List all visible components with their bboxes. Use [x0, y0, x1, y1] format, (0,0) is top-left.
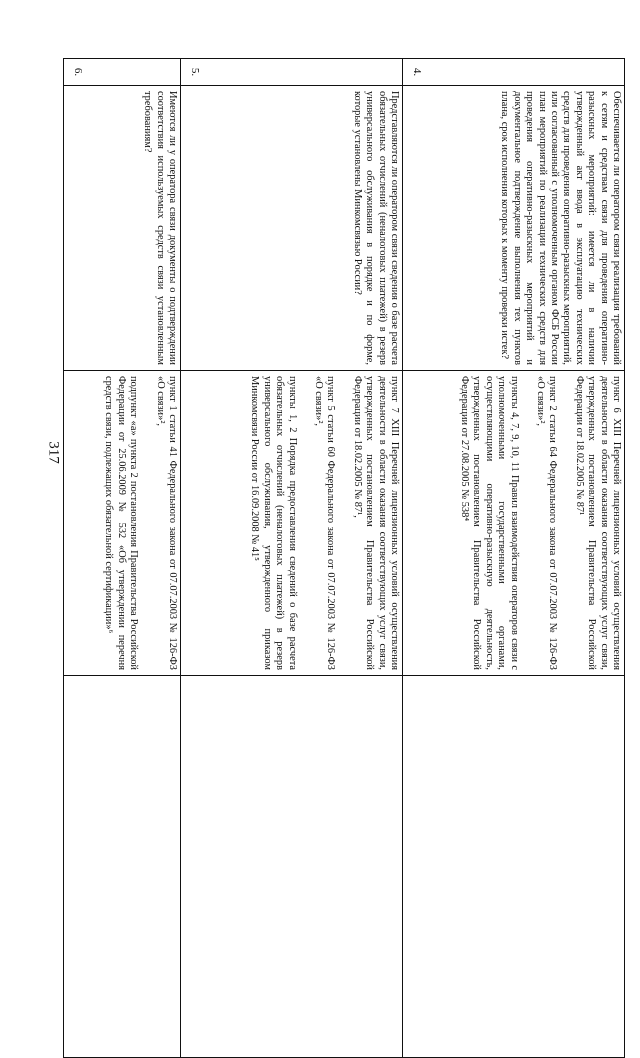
question-cell: Имеются ли у оператора связи документы о подтверждении соответствия используемых средств связи установленным требованиям? [64, 86, 181, 371]
references-cell [181, 371, 403, 676]
reference-item: пункт 2 статьи 64 Федерального закона от 07.07.2003 № 126-ФЗ «О связи»², [534, 376, 559, 670]
table-row [64, 59, 181, 1058]
reference-item: пункт 1 статьи 41 Федерального закона от 07.07.2003 № 126-ФЗ «О связи»², [154, 376, 178, 670]
checklist-table [63, 58, 625, 1058]
table-row [403, 59, 625, 1058]
empty-cell [181, 676, 403, 1058]
row-number: 5. [181, 59, 403, 86]
row-number: 6. [64, 59, 181, 86]
table-row [181, 59, 403, 1058]
question-cell: Обеспечивается ли оператором связи реализация требований к сетям и средствам связи для проведения оперативно-разыскных мероприятий: имеется ли в наличии утвержденный акт ввода в эксплуатацию технических средств для проведения оперативно-разыскных мероприятий, или согласованный с уполномоченным органом ФСБ России план мероприятий по реализации технических средств для проведения оперативно-разыскных мероприятий и документальное подтверждение выполнения тех пунктов плана, срок исполнения которых к моменту проверки истек? [403, 86, 625, 371]
question-cell: Представляются ли оператором связи сведения о базе расчета обязательных отчислений (неналоговых платежей) в резерв универсального обслуживания в порядке и по форме, которые установлены Минкомсвязью России? [181, 86, 403, 371]
reference-item: пункты 1, 2 Порядка предоставления сведений о базе расчета обязательных отчислений (неналоговых платежей) в резерв универсального обслуживания, утвержденного приказом Минкомсвязи России от 16.09.2008 № 41⁵ [249, 376, 298, 670]
reference-item: пункт 7 XIII Перечней лицензионных условий осуществления деятельности в области оказания соответствующих услуг связи, утвержденных постановлением Правительства Российской Федерации от 18.02.2005 № 87¹, [351, 376, 400, 670]
row-number: 4. [403, 59, 625, 86]
empty-cell [403, 676, 625, 1058]
reference-item: пункты 4, 7, 9, 10, 11 Правил взаимодействия операторов связи с уполномоченными государственными органами, осуществляющими оперативно-разыскную деятельность, утвержденных постановлением Правительства Российской Федерации от 27.08.2005 № 538⁴ [458, 376, 520, 670]
reference-item: пункт 5 статьи 60 Федерального закона от 07.07.2003 № 126-ФЗ «О связи»², [312, 376, 337, 670]
reference-item: пункт 6 XIII Перечней лицензионных условий осуществления деятельности в области оказания соответствующих услуг связи, утвержденных постановлением Правительства Российской Федерации от 18.02.2005 № 87¹ [573, 376, 622, 670]
references-cell [64, 371, 181, 676]
table-container [64, 58, 625, 1058]
references-cell [403, 371, 625, 676]
page-number: 317 [45, 441, 62, 464]
rotated-table-area [64, 58, 625, 1058]
reference-item: подпункт «а» пункта 2 постановления Правительства Российской Федерации от 25.06.2009 № 532 «Об утверждении перечня средств связи, подлежащих обязательной сертификации»⁶ [103, 376, 140, 670]
empty-cell [64, 676, 181, 1058]
